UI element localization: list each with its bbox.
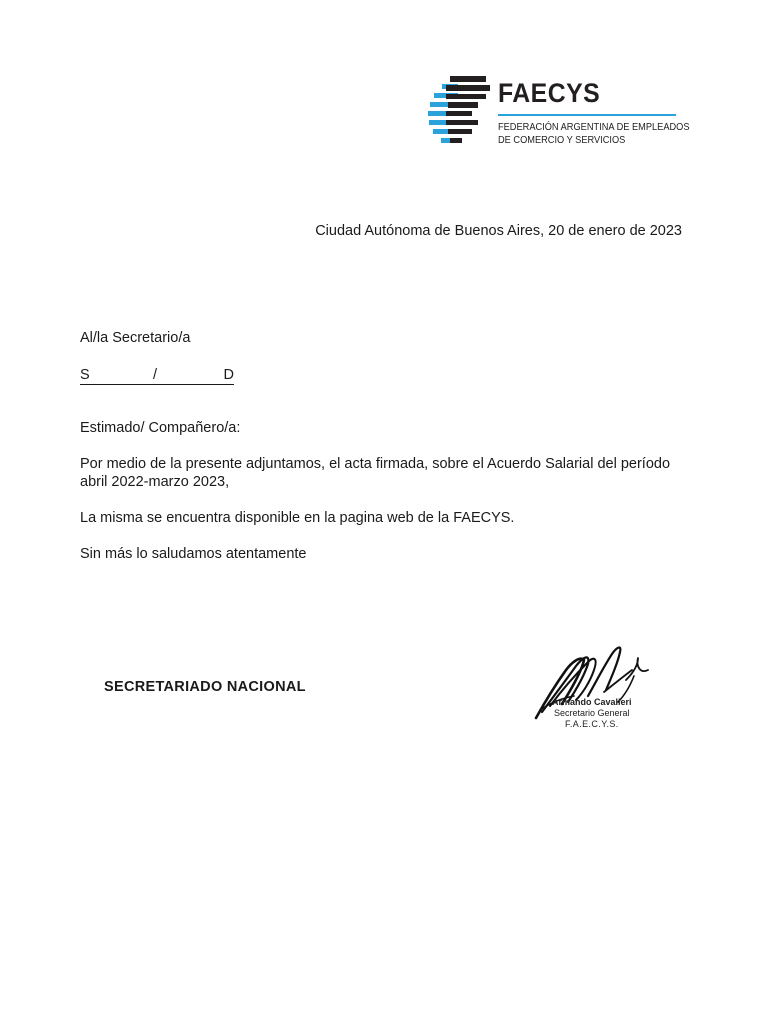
sd-abbreviation <box>80 366 234 385</box>
sd-s: S <box>80 367 90 383</box>
signatory-org: F.A.E.C.Y.S. <box>565 719 619 729</box>
logo-divider <box>498 114 676 116</box>
faecys-logo <box>428 74 688 150</box>
sd-slash: / <box>153 367 158 383</box>
greeting: Estimado/ Compañero/a: <box>80 420 241 436</box>
department-name: SECRETARIADO NACIONAL <box>104 679 306 695</box>
date-line: Ciudad Autónoma de Buenos Aires, 20 de enero de 2023 <box>315 223 682 239</box>
sd-d: D <box>223 367 234 383</box>
paragraph-attachment: Por medio de la presente adjuntamos, el acta firmada, sobre el Acuerdo Salarial del período abril 2022-marzo 2023, <box>80 456 671 490</box>
signature-block <box>532 640 656 734</box>
addressee: Al/la Secretario/a <box>80 330 191 346</box>
closing-line: Sin más lo saludamos atentamente <box>80 546 307 562</box>
logo-subtitle-line2: DE COMERCIO Y SERVICIOS <box>498 134 626 146</box>
paragraph-website: La misma se encuentra disponible en la pagina web de la FAECYS. <box>80 510 515 526</box>
faecys-globe-icon <box>428 74 494 146</box>
signatory-name: Armando Cavalieri <box>552 697 632 707</box>
signatory-role: Secretario General <box>554 708 630 718</box>
logo-wordmark: FAECYS <box>498 78 601 108</box>
logo-subtitle-line1: FEDERACIÓN ARGENTINA DE EMPLEADOS <box>498 121 690 133</box>
